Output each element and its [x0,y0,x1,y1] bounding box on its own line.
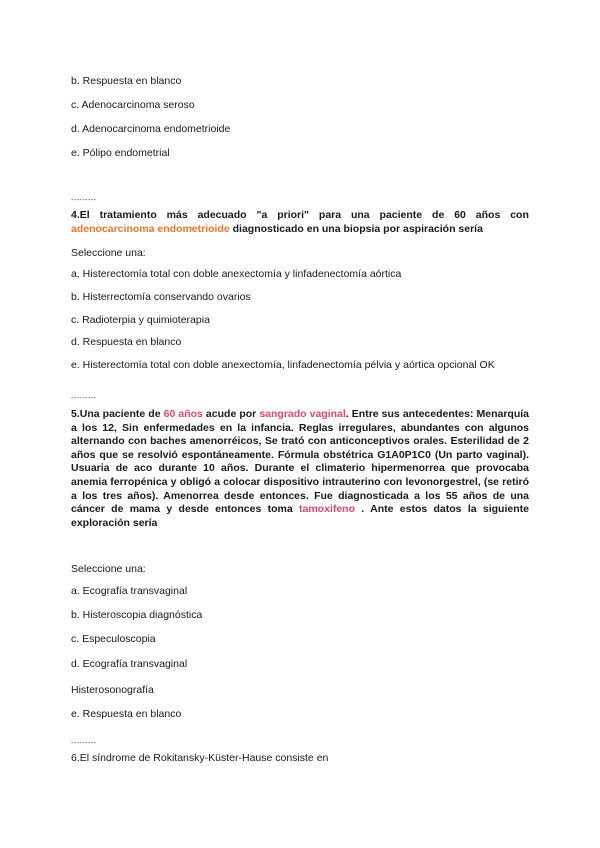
question-5-prompt: Seleccione una: [71,563,146,575]
separator: --------- [71,197,97,204]
q5-option-b[interactable]: b. Histeroscopia diagnóstica [71,609,203,621]
option-d[interactable]: d. Adenocarcinoma endometrioide [71,123,231,135]
separator: --------- [71,395,97,402]
q4-option-a[interactable]: a. Histerectomía total con doble anexectomía y linfadenectomía aórtica [71,268,402,280]
question-4-highlight: adenocarcinoma endometrioide [71,222,230,235]
q5-text-2: acude por [202,408,260,420]
question-4-title-rest: diagnosticado en una biopsia por aspiración sería [229,222,483,235]
question-4-word: años [475,209,501,221]
question-4-word: más [166,209,188,221]
question-4-title [71,209,529,236]
question-4-word: paciente [379,209,423,221]
q5-drug-highlight: tamoxifeno [298,503,355,516]
q5-age-highlight: 60 años [163,408,203,420]
question-4-word: con [510,209,529,221]
question-5-title [71,408,529,530]
option-b[interactable]: b. Respuesta en blanco [71,75,182,87]
question-4-word: "a [256,209,268,221]
q5-option-d-continued: Histerosonografía [71,684,154,696]
q4-option-b[interactable]: b. Histerrectomía conservando ovarios [71,291,251,303]
q5-text-4: . Ante estos datos la siguiente exploración sería [71,503,529,529]
question-4-word: priori" [277,209,310,221]
question-4-prompt: Seleccione una: [71,247,146,259]
question-4-word: tratamiento [99,209,157,221]
question-4-word: de [432,209,445,221]
q5-complaint-highlight: sangrado vaginal [259,408,346,420]
q4-option-d[interactable]: d. Respuesta en blanco [71,336,182,348]
q5-text-3: . Entre sus antecedentes: Menarquía a los 12, Sin enfermedades en la infancia. Reglas irregulares, abundantes con algunos alternando con baches amenorréicos, Se trató con anticonceptivos orales. Esterilidad de 2 años que se resolvió espontáneamente. Fórmula obstétrica G1A0P1C0 (Un parto vaginal). Usuaria de aco durante 10 años. Durante el climaterio hipermenorrea que provocaba anemia ferropénica y obligó a colocar dispositivo intrauterino con levonorgestrel, (se retiró a los tres años). Amenorrea desde entonces. Fue diagnosticada a los 55 años de una cáncer de mama y desde entonces toma [71,408,530,516]
question-6-title: 6.El síndrome de Rokitansky-Küster-Hause consiste en [71,752,329,764]
q5-option-a[interactable]: a. Ecografía transvaginal [71,585,188,597]
question-4-word: una [350,209,370,221]
q5-option-c[interactable]: c. Especuloscopia [71,633,156,645]
q5-option-e[interactable]: e. Respuesta en blanco [71,708,182,720]
q4-option-c[interactable]: c. Radioterpia y quimioterapia [71,314,210,326]
q5-text-1: 5.Una paciente de [71,408,164,420]
question-4-word: 60 [454,209,466,221]
separator: --------- [71,740,97,747]
q4-option-e[interactable]: e. Histerectomía total con doble anexectomía, linfadenectomía pélvia y aórtica opcional OK [71,359,495,371]
q5-option-d[interactable]: d. Ecografía transvaginal [71,658,188,670]
option-c[interactable]: c. Adenocarcinoma seroso [71,99,195,111]
option-e[interactable]: e. Pólipo endometrial [71,147,170,159]
question-4-word: adecuado [197,209,247,221]
question-4-number: 4.El [71,209,90,221]
question-4-word: para [318,209,342,221]
